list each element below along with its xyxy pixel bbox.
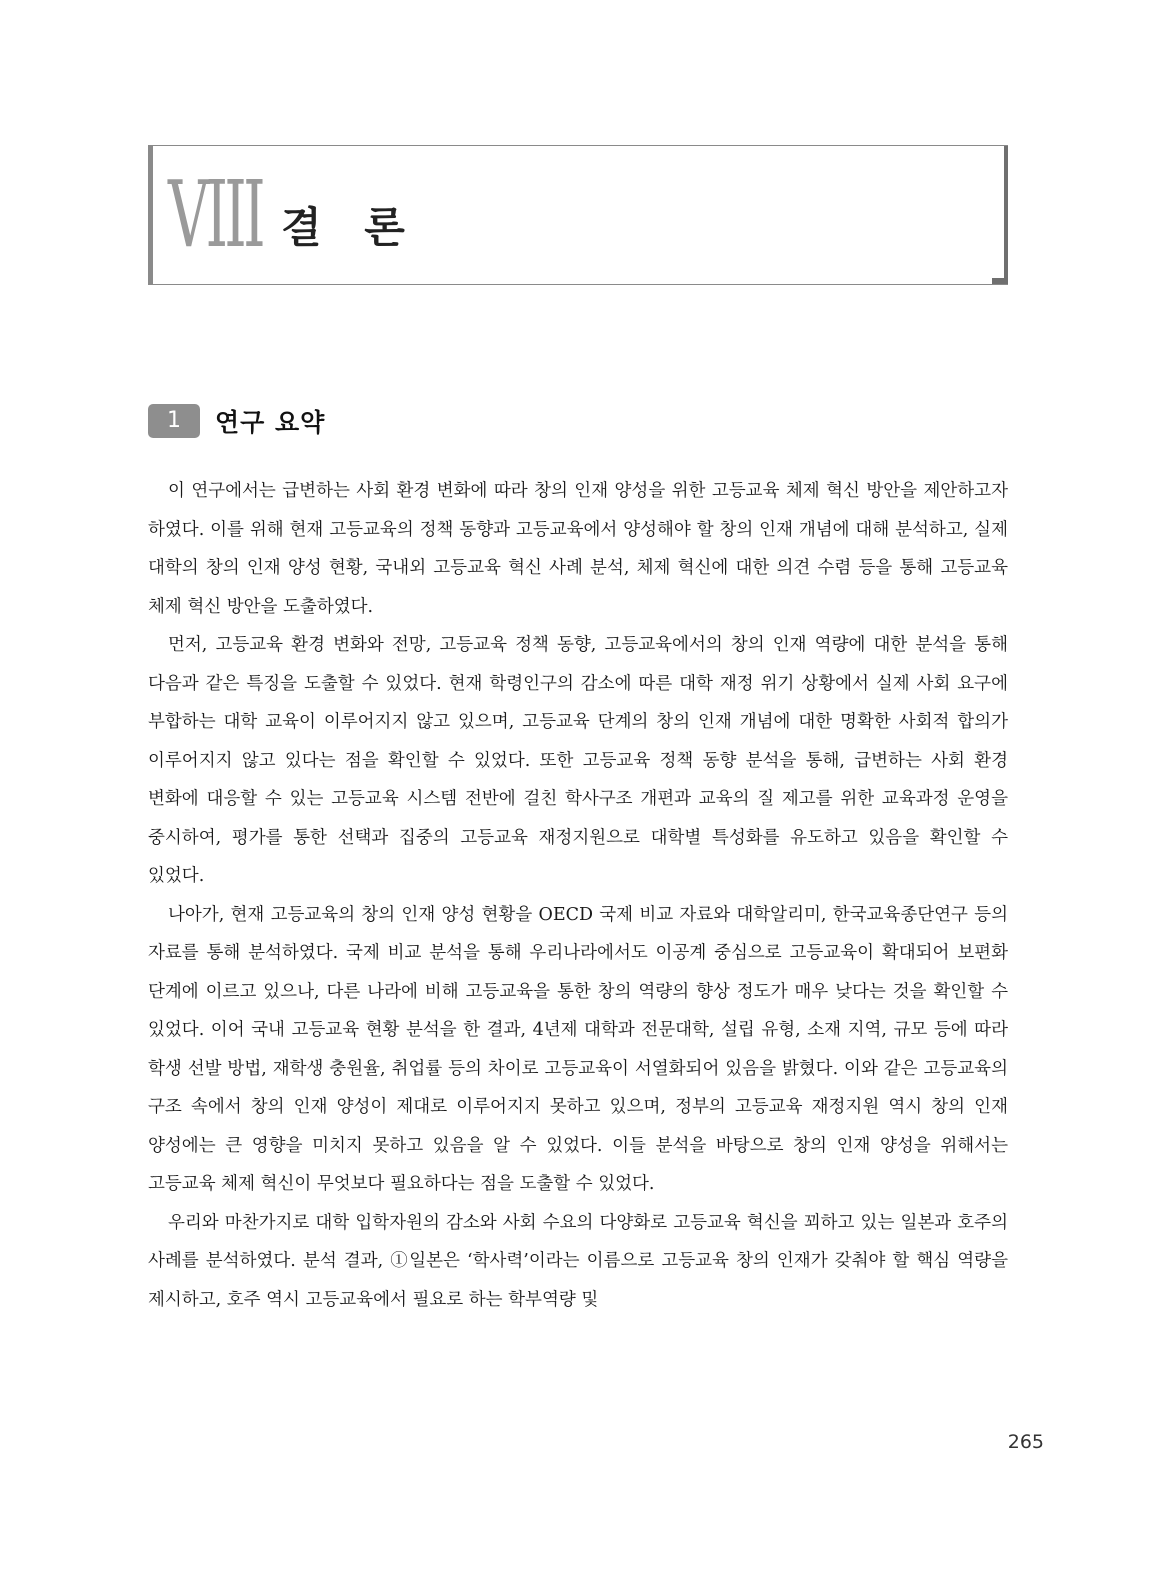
chapter-title: 결 론 [281, 203, 419, 252]
paragraph: 이 연구에서는 급변하는 사회 환경 변화에 따라 창의 인재 양성을 위한 고등교육 체제 혁신 방안을 제안하고자 하였다. 이를 위해 현재 고등교육의 정책 동향과 고등교육에서 양성해야 할 창의 인재 개념에 대해 분석하고, 실제 대학의 창의 인재 양성 현황, 국내외 고등교육 혁신 사례 분석, 체제 혁신에 대한 의견 수렴 등을 통해 고등교육 체제 혁신 방안을 도출하였다. [148, 481, 1008, 617]
body-text [148, 472, 1008, 1319]
paragraph: 먼저, 고등교육 환경 변화와 전망, 고등교육 정책 동향, 고등교육에서의 창의 인재 역량에 대한 분석을 통해 다음과 같은 특징을 도출할 수 있었다. 현재 학령인구의 감소에 따른 대학 재정 위기 상황에서 실제 사회 요구에 부합하는 대학 교육이 이루어지지 않고 있으며, 고등교육 단계의 창의 인재 개념에 대한 명확한 사회적 합의가 이루어지지 않고 있다는 점을 확인할 수 있었다. 또한 고등교육 정책 동향 분석을 통해, 급변하는 사회 환경 변화에 대응할 수 있는 고등교육 시스템 전반에 걸친 학사구조 개편과 교육의 질 제고를 위한 교육과정 운영을 중시하여, 평가를 통한 선택과 집중의 고등교육 재정지원으로 대학별 특성화를 유도하고 있음을 확인할 수 있었다. [148, 635, 1008, 886]
paragraph: 우리와 마찬가지로 대학 입학자원의 감소와 사회 수요의 다양화로 고등교육 혁신을 꾀하고 있는 일본과 호주의 사례를 분석하였다. 분석 결과, ①일본은 ‘학사력’이라는 이름으로 고등교육 창의 인재가 갖춰야 할 핵심 역량을 제시하고, 호주 역시 고등교육에서 필요로 하는 학부역량 및 [148, 1212, 1008, 1310]
section-title: 연구 요약 [215, 408, 326, 437]
section-number-badge: 1 [148, 404, 200, 438]
frame-corner-mark [992, 278, 1004, 284]
chapter-numeral: VIII [168, 161, 262, 268]
chapter-header [148, 145, 1008, 285]
section-heading [148, 403, 325, 439]
frame-right-bar [1004, 146, 1008, 284]
frame-left-bar [148, 146, 153, 284]
paragraph: 나아가, 현재 고등교육의 창의 인재 양성 현황을 OECD 국제 비교 자료와 대학알리미, 한국교육종단연구 등의 자료를 통해 분석하였다. 국제 비교 분석을 통해 우리나라에서도 이공계 중심으로 고등교육이 확대되어 보편화 단계에 이르고 있으나, 다른 나라에 비해 고등교육을 통한 창의 역량의 향상 정도가 매우 낮다는 것을 확인할 수 있었다. 이어 국내 고등교육 현황 분석을 한 결과, 4년제 대학과 전문대학, 설립 유형, 소재 지역, 규모 등에 따라 학생 선발 방법, 재학생 충원율, 취업률 등의 차이로 고등교육이 서열화되어 있음을 밝혔다. 이와 같은 고등교육의 구조 속에서 창의 인재 양성이 제대로 이루어지지 못하고 있으며, 정부의 고등교육 재정지원 역시 창의 인재 양성에는 큰 영향을 미치지 못하고 있음을 알 수 있었다. 이들 분석을 바탕으로 창의 인재 양성을 위해서는 고등교육 체제 혁신이 무엇보다 필요하다는 점을 도출할 수 있었다. [148, 904, 1008, 1194]
page-number: 265 [1007, 1431, 1044, 1453]
